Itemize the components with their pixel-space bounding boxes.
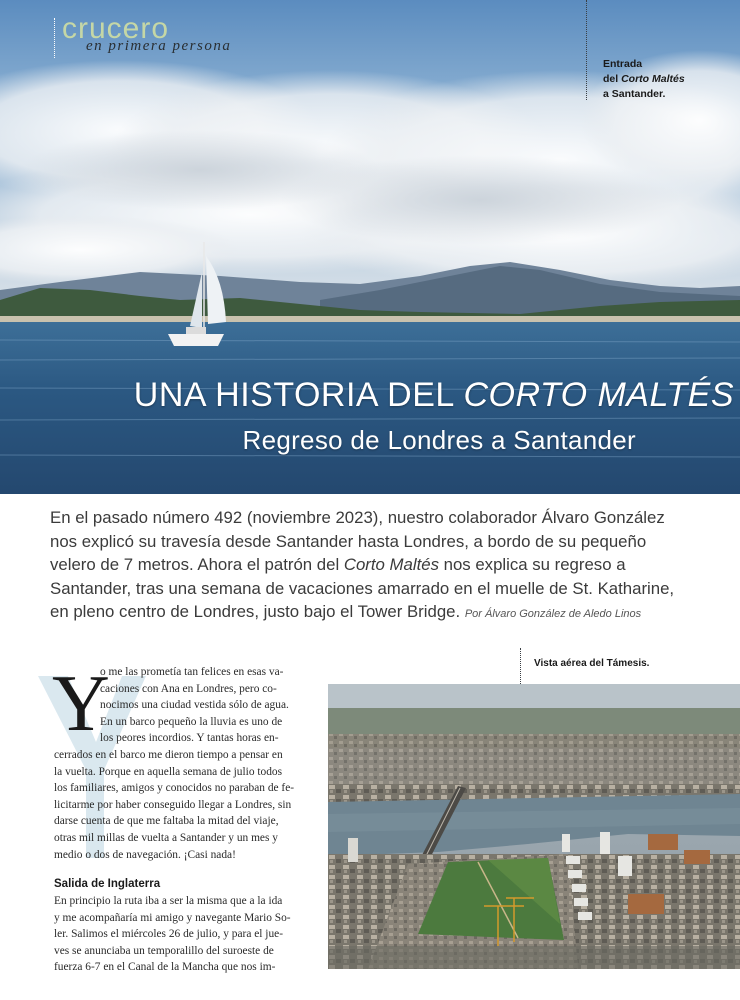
article-body-line: En un barco pequeño la lluvia es uno de xyxy=(100,715,283,728)
section-subtitle: en primera persona xyxy=(86,38,232,54)
photo-caption-line: Entrada xyxy=(603,58,643,70)
article-body-line: En principio la ruta iba a ser la misma que a la ida xyxy=(54,895,283,907)
article-subheading: Salida de Inglaterra xyxy=(54,878,161,890)
article-body-line: nocimos una ciudad vestida sólo de agua. xyxy=(100,699,289,712)
article-body-line: ves se anunciaba un temporalillo del suroeste de xyxy=(54,944,274,957)
intro-line xyxy=(50,553,740,577)
article-intro xyxy=(50,506,740,627)
intro-line xyxy=(50,600,740,627)
section-rule xyxy=(54,18,56,58)
intro-text: nos explica su regreso a xyxy=(438,555,626,574)
article-body-paragraph xyxy=(52,660,300,863)
article-body-line: cerrados en el barco me dieron tiempo a pensar en xyxy=(54,748,283,761)
caption-rule xyxy=(586,0,587,100)
intro-boat-name: Corto Maltés xyxy=(343,555,439,574)
article-body-line: y me acompañaría mi amigo y navegante Mario So- xyxy=(54,911,291,924)
article-body-paragraph xyxy=(54,893,300,976)
intro-text: velero de 7 metros. Ahora el patrón del xyxy=(50,555,344,574)
aerial-photo-caption: Vista aérea del Támesis. xyxy=(534,658,650,669)
photo-caption-line: a Santander. xyxy=(603,88,666,100)
photo-caption-line xyxy=(603,72,733,87)
boat-name: Corto Maltés xyxy=(621,73,685,85)
intro-text: en pleno centro de Londres, justo bajo el Tower Bridge. xyxy=(50,602,465,621)
article-body-line: la vuelta. Porque en aquella semana de julio todos xyxy=(54,765,283,778)
article-body-line: fuerza 6-7 en el Canal de la Mancha que nos im- xyxy=(54,961,276,974)
intro-line: nos explicó su travesía desde Santander hasta Londres, a bordo de su pequeño xyxy=(50,531,647,551)
article-body-line: otras mil millas de vuelta a Santander y un mes y xyxy=(54,831,278,844)
section-title: crucero xyxy=(62,12,170,45)
article-body-line: darse cuenta de que me faltaba la mitad del viaje, xyxy=(54,815,279,828)
dropcap-letter: Y xyxy=(52,660,110,748)
article-body-line: caciones con Ana en Londres, pero co- xyxy=(100,682,277,695)
photo-caption xyxy=(603,57,733,102)
article-body-line: licitarme por haber conseguido llegar a Londres, sin xyxy=(54,798,292,811)
intro-line: En el pasado número 492 (noviembre 2023), nuestro colaborador Álvaro González xyxy=(50,508,665,527)
thames-aerial-photo xyxy=(328,684,740,969)
photo-caption-text: del xyxy=(603,73,622,85)
article-body-line: los peores incordios. Y tantas horas en- xyxy=(100,732,279,745)
aerial-caption-rule xyxy=(520,648,521,684)
intro-line: Santander, tras una semana de vacaciones amarrado en el muelle de St. Katharine, xyxy=(50,578,675,598)
thames-aerial-image xyxy=(328,684,740,969)
author-byline: Por Álvaro González de Aledo Linos xyxy=(464,608,642,620)
article-body-line: los familiares, amigos y conocidos no paraban de fe- xyxy=(54,782,295,795)
article-headline xyxy=(0,376,740,415)
article-body-line: medio o dos de navegación. ¡Casi nada! xyxy=(54,848,236,861)
article-body-line: ler. Salimos el miércoles 26 de julio, y para el jue- xyxy=(54,928,284,941)
headline-boat-name: CORTO MALTÉS xyxy=(463,376,734,414)
article-subtitle: Regreso de Londres a Santander xyxy=(242,425,636,455)
headline-text: UNA HISTORIA DEL xyxy=(133,376,464,414)
hero-photo xyxy=(0,0,740,494)
article-body-line: o me las prometía tan felices en esas va- xyxy=(100,666,284,678)
